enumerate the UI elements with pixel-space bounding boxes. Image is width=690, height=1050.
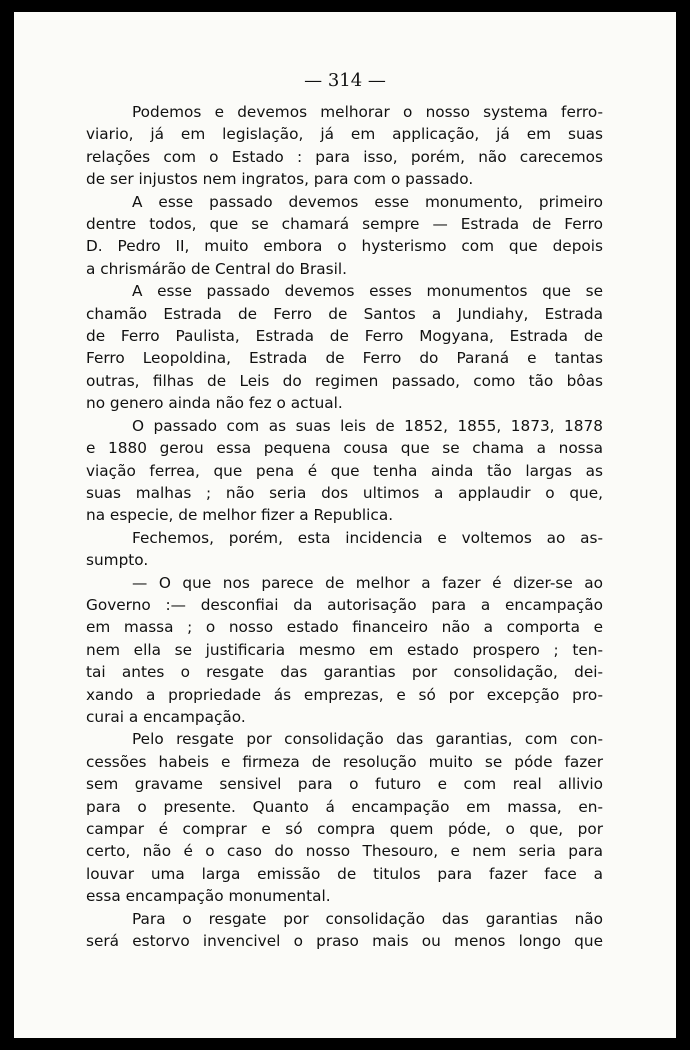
text-line: louvar uma larga emissão de titulos para fazer face a <box>86 864 603 883</box>
paragraph-1 <box>86 101 603 191</box>
text-line: e 1880 gerou essa pequena cousa que se chama a nossa <box>86 439 603 458</box>
paragraph-3 <box>86 280 603 414</box>
text-line: curai a encampação. <box>86 707 246 726</box>
text-line: Podemos e devemos melhorar o nosso systema ferro- <box>132 103 603 121</box>
text-line: A esse passado devemos esse monumento, primeiro <box>132 192 603 211</box>
text-line: de Ferro Paulista, Estrada de Ferro Mogyana, Estrada de <box>86 327 603 346</box>
text-line: Fechemos, porém, esta incidencia e voltemos ao as- <box>132 528 603 547</box>
text-line: Ferro Leopoldina, Estrada de Ferro do Paraná e tantas <box>86 349 603 368</box>
text-line: será estorvo invencivel o praso mais ou menos longo que <box>86 932 603 951</box>
text-line: na especie, de melhor fizer a Republica. <box>86 506 394 525</box>
paragraph-2 <box>86 191 603 281</box>
text-line: tai antes o resgate das garantias por consolidação, dei- <box>86 663 603 682</box>
book-page <box>14 12 676 1038</box>
text-line: D. Pedro II, muito embora o hysterismo com que depois <box>86 237 603 256</box>
text-line: essa encampação monumental. <box>86 887 331 906</box>
text-line: Pelo resgate por consolidação das garantias, com con- <box>132 730 603 749</box>
text-line: para o presente. Quanto á encampação em massa, en- <box>86 797 603 816</box>
text-line: Governo :— desconfiai da autorisação para a encampação <box>86 595 603 614</box>
paragraph-4 <box>86 415 603 527</box>
paragraph-7 <box>86 728 603 907</box>
text-line: viação ferrea, que pena é que tenha ainda tão largas as <box>86 461 603 480</box>
text-line: xando a propriedade ás emprezas, e só por excepção pro- <box>86 685 603 704</box>
text-line: no genero ainda não fez o actual. <box>86 394 343 413</box>
text-line: em massa ; o nosso estado financeiro não a comporta e <box>86 618 603 637</box>
body-text <box>86 101 603 952</box>
text-line: certo, não é o caso do nosso Thesouro, e nem seria para <box>86 842 603 861</box>
text-line: a chrismárão de Central do Brasil. <box>86 259 347 278</box>
text-line: nem ella se justificaria mesmo em estado prospero ; ten- <box>86 640 603 659</box>
text-line: — O que nos parece de melhor a fazer é dizer-se ao <box>132 573 603 592</box>
text-line: suas malhas ; não seria dos ultimos a applaudir o que, <box>86 483 603 502</box>
paragraph-6 <box>86 572 603 729</box>
text-line: de ser injustos nem ingratos, para com o passado. <box>86 170 474 189</box>
text-line: cessões habeis e firmeza de resolução muito se póde fazer <box>86 752 603 771</box>
text-line: chamão Estrada de Ferro de Santos a Jundiahy, Estrada <box>86 304 603 323</box>
text-line: Para o resgate por consolidação das garantias não <box>132 909 603 928</box>
page-number: — 314 — <box>304 70 386 91</box>
text-line: campar é comprar e só compra quem póde, o que, por <box>86 820 603 838</box>
text-line: sumpto. <box>86 551 149 570</box>
paragraph-8 <box>86 908 603 953</box>
text-line: relações com o Estado : para isso, porém, não carecemos <box>86 147 603 166</box>
text-line: A esse passado devemos esses monumentos que se <box>132 282 603 301</box>
text-line: viario, já em legislação, já em applicação, já em suas <box>86 125 603 144</box>
text-line: O passado com as suas leis de 1852, 1855, 1873, 1878 <box>132 416 603 435</box>
text-line: sem gravame sensivel para o futuro e com real allivio <box>86 775 603 794</box>
paragraph-5 <box>86 527 603 572</box>
text-line: outras, filhas de Leis do regimen passado, como tão bôas <box>86 371 603 390</box>
text-line: dentre todos, que se chamará sempre — Estrada de Ferro <box>86 215 603 234</box>
